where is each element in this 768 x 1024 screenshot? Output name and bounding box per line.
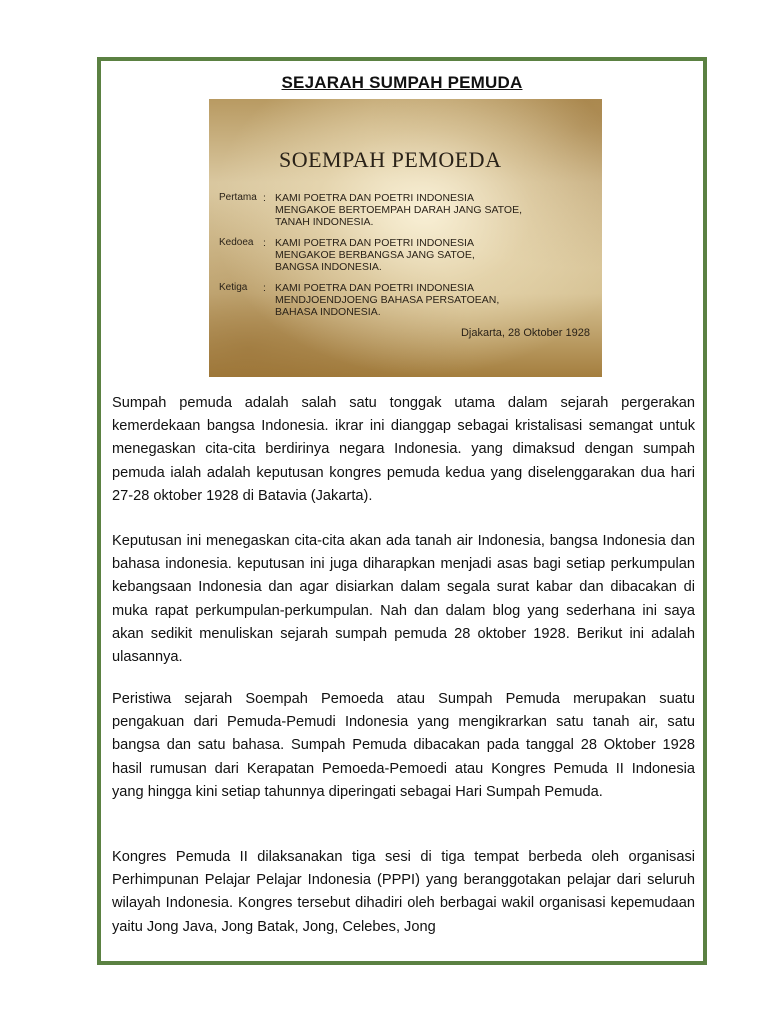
oath-label: Ketiga bbox=[219, 282, 248, 293]
oath-line: KAMI POETRA DAN POETRI INDONESIA bbox=[275, 282, 474, 294]
oath-label: Pertama bbox=[219, 192, 257, 203]
paragraph-4: Kongres Pemuda II dilaksanakan tiga sesi di tiga tempat berbeda oleh organisasi Perhimpunan Pelajar Pelajar Indonesia (PPPI) yang beranggotakan pelajar dari seluruh wilayah Indonesia. Kongres tersebut dihadiri oleh berbagai wakil organisasi kepemudaan yaitu Jong Java, Jong Batak, Jong, Celebes, Jong bbox=[112, 849, 695, 935]
oath-line: KAMI POETRA DAN POETRI INDONESIA bbox=[275, 192, 474, 204]
poster-oath-pertama bbox=[219, 192, 522, 228]
poster-oath-ketiga bbox=[219, 282, 499, 318]
oath-lines bbox=[275, 282, 499, 318]
oath-line: MENDJOENDJOENG BAHASA PERSATOEAN, bbox=[275, 294, 500, 306]
oath-colon: : bbox=[263, 237, 266, 249]
oath-line: MENGAKOE BERTOEMPAH DARAH JANG SATOE, bbox=[275, 204, 522, 216]
oath-line: TANAH INDONESIA. bbox=[275, 216, 374, 228]
oath-label: Kedoea bbox=[219, 237, 254, 248]
oath-colon: : bbox=[263, 192, 266, 204]
oath-line: MENGAKOE BERBANGSA JANG SATOE, bbox=[275, 249, 475, 261]
poster-heading: SOEMPAH PEMOEDA bbox=[279, 147, 502, 172]
poster-oath-kedoea bbox=[219, 237, 475, 273]
oath-lines bbox=[275, 237, 475, 273]
oath-line: BANGSA INDONESIA. bbox=[275, 261, 382, 273]
oath-line: BAHASA INDONESIA. bbox=[275, 306, 381, 318]
page-frame bbox=[97, 57, 707, 965]
paragraph-1: Sumpah pemuda adalah salah satu tonggak utama dalam sejarah pergerakan kemerdekaan bangsa Indonesia. ikrar ini dianggap sebagai kristalisasi semangat untuk menegaskan cita-cita berdirinya negara Indonesia. yang dimaksud dengan sumpah pemuda ialah adalah keputusan kongres pemuda kedua yang diselenggarakan dua hari 27-28 oktober 1928 di Batavia (Jakarta). bbox=[112, 395, 695, 504]
sumpah-pemuda-poster-image bbox=[209, 99, 602, 377]
paragraph-2: Keputusan ini menegaskan cita-cita akan ada tanah air Indonesia, bangsa Indonesia dan bahasa indonesia. keputusan ini juga diharapkan menjadi asas bagi setiap perkumpulan kebangsaan Indonesia dan agar disiarkan dalam segala surat kabar dan dibacakan di muka rapat perkumpulan-perkumpulan. Nah dan dalam blog yang sederhana ini saya akan sedikit menuliskan sejarah sumpah pemuda 28 oktober 1928. Berikut ini adalah ulasannya. bbox=[112, 533, 695, 666]
document-title: SEJARAH SUMPAH PEMUDA bbox=[281, 73, 523, 92]
paragraph-3: Peristiwa sejarah Soempah Pemoeda atau Sumpah Pemuda merupakan suatu pengakuan dari Pemuda-Pemudi Indonesia yang mengikrarkan satu tanah air, satu bangsa dan satu bahasa. Sumpah Pemuda dibacakan pada tanggal 28 Oktober 1928 hasil rumusan dari Kerapatan Pemoeda-Pemoedi atau Kongres Pemuda II Indonesia yang hingga kini setiap tahunnya diperingati sebagai Hari Sumpah Pemuda. bbox=[112, 691, 695, 800]
oath-colon: : bbox=[263, 282, 266, 294]
poster-date: Djakarta, 28 Oktober 1928 bbox=[460, 327, 590, 339]
oath-line: KAMI POETRA DAN POETRI INDONESIA bbox=[275, 237, 474, 249]
oath-lines bbox=[275, 192, 522, 228]
